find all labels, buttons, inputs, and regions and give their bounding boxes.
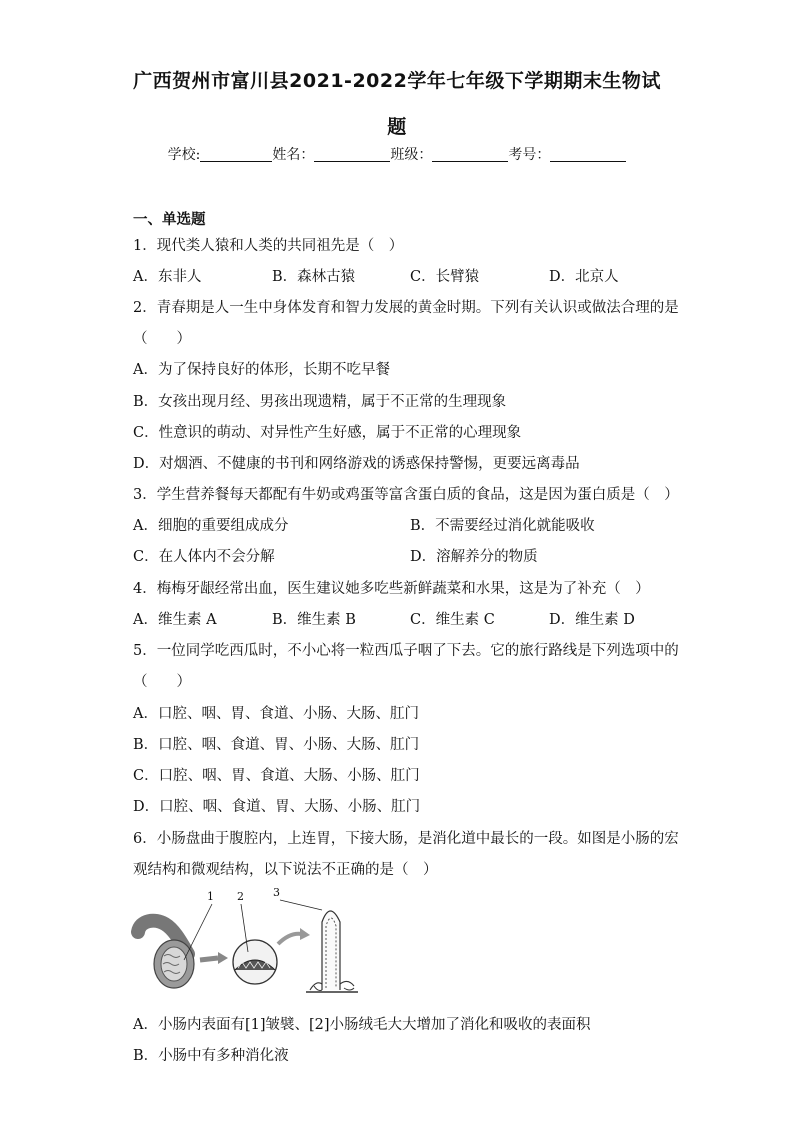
intestine-lumen <box>161 947 187 981</box>
q1-option-c: C．长臂猿 <box>410 269 480 285</box>
section-heading: 一、单选题 <box>133 212 206 228</box>
exam-no-label: 考号： <box>508 147 551 163</box>
q2-option-a: A．为了保持良好的体形，长期不吃早餐 <box>133 362 390 378</box>
figure-label-2: 2 <box>237 890 244 903</box>
q4-option-d: D．维生素 D <box>549 612 635 628</box>
q6-stem-line2: 观结构和微观结构，以下说法不正确的是（ ） <box>133 862 438 878</box>
name-blank <box>314 147 390 162</box>
q4-option-b: B．维生素 B <box>272 612 356 628</box>
q2-stem-line1: 2．青春期是人一生中身体发育和智力发展的黄金时期。下列有关认识或做法合理的是 <box>133 300 679 316</box>
villus-outline <box>322 911 340 990</box>
q5-option-b: B．口腔、咽、食道、胃、小肠、大肠、肛门 <box>133 737 420 753</box>
arrow-1 <box>200 958 218 960</box>
q2-option-c: C．性意识的萌动、对异性产生好感，属于不正常的心理现象 <box>133 425 522 441</box>
figure-label-1: 1 <box>207 890 214 903</box>
q3-option-a: A．细胞的重要组成成分 <box>133 518 289 534</box>
q4-option-a: A．维生素 A <box>133 612 217 628</box>
q3-option-d: D．溶解养分的物质 <box>410 549 538 565</box>
q5-stem-line1: 5．一位同学吃西瓜时，不小心将一粒西瓜子咽了下去。它的旅行路线是下列选项中的 <box>133 643 679 659</box>
page-title-line2: 题 <box>387 116 407 138</box>
q6-option-a: A．小肠内表面有[1]皱襞、[2]小肠绒毛大大增加了消化和吸收的表面积 <box>133 1017 591 1033</box>
q5-option-a: A．口腔、咽、胃、食道、小肠、大肠、肛门 <box>133 706 419 722</box>
q4-stem: 4．梅梅牙龈经常出血，医生建议她多吃些新鲜蔬菜和水果，这是为了补充（ ） <box>133 581 650 597</box>
q5-stem-line2: （ ） <box>133 674 191 690</box>
q1-option-d: D．北京人 <box>549 269 619 285</box>
q1-option-a: A．东非人 <box>133 269 202 285</box>
q4-option-c: C．维生素 C <box>410 612 495 628</box>
name-label: 姓名： <box>272 147 315 163</box>
figure-label-3: 3 <box>273 886 280 899</box>
arrow-2 <box>278 934 302 944</box>
q3-stem: 3．学生营养餐每天都配有牛奶或鸡蛋等富含蛋白质的食品，这是因为蛋白质是（ ） <box>133 487 679 503</box>
q6-stem-line1: 6．小肠盘曲于腹腔内，上连胃，下接大肠，是消化道中最长的一段。如图是小肠的宏 <box>133 831 679 847</box>
q3-option-c: C．在人体内不会分解 <box>133 549 275 565</box>
arrow-1-head <box>218 952 228 964</box>
q5-option-d: D．口腔、咽、食道、胃、大肠、小肠、肛门 <box>133 799 421 815</box>
exam-no-blank <box>550 147 626 162</box>
q6-option-b: B．小肠中有多种消化液 <box>133 1048 289 1064</box>
class-label: 班级： <box>390 147 433 163</box>
school-blank <box>200 147 272 162</box>
label-1-line <box>184 904 212 960</box>
q5-option-c: C．口腔、咽、胃、食道、大肠、小肠、肛门 <box>133 768 420 784</box>
q2-stem-line2: （ ） <box>133 331 191 347</box>
class-blank <box>432 147 508 162</box>
arrow-2-head <box>300 928 310 940</box>
label-3-line <box>280 900 322 910</box>
q1-stem: 1．现代类人猿和人类的共同祖先是（ ） <box>133 238 404 254</box>
q3-option-b: B．不需要经过消化就能吸收 <box>410 518 595 534</box>
q2-option-b: B．女孩出现月经、男孩出现遗精，属于不正常的生理现象 <box>133 394 507 410</box>
small-intestine-figure <box>130 892 370 997</box>
school-label: 学校: <box>167 147 201 163</box>
q2-option-d: D．对烟酒、不健康的书刊和网络游戏的诱惑保持警惕，更要远离毒品 <box>133 456 580 472</box>
page-title-line1: 广西贺州市富川县2021-2022学年七年级下学期期末生物试 <box>133 70 661 92</box>
student-info-line <box>0 144 794 164</box>
q1-option-b: B．森林古猿 <box>272 269 356 285</box>
